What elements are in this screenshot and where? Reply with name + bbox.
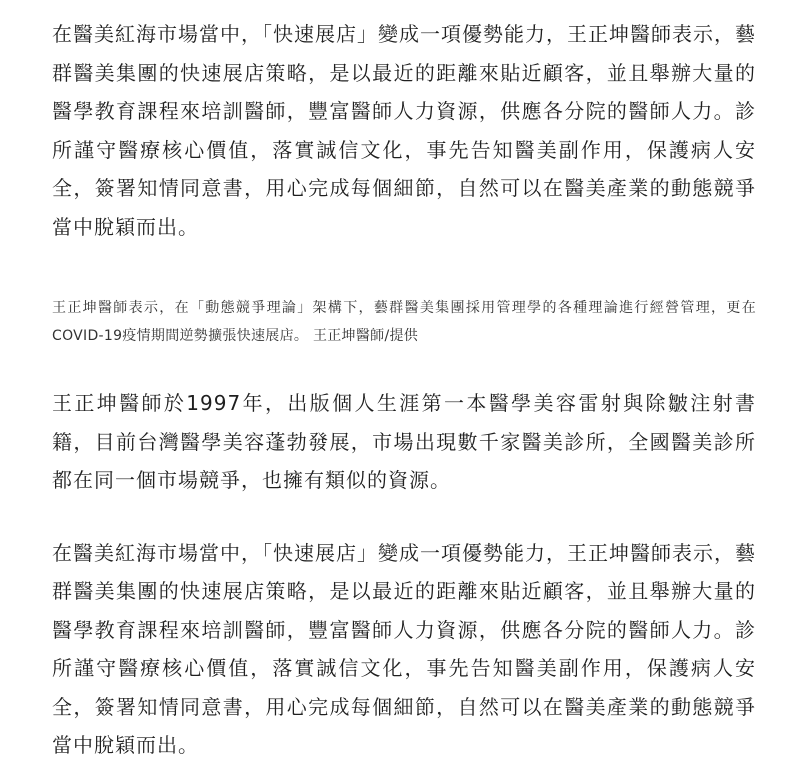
article-paragraph: 王正坤醫師於1997年，出版個人生涯第一本醫學美容雷射與除皺注射書籍，目前台灣醫學美容蓬勃發展，市場出現數千家醫美診所，全國醫美診所都在同一個市場競爭，也擁有類似的資源。 [52,391,756,492]
image-caption: 王正坤醫師表示，在「動態競爭理論」架構下，藝群醫美集團採用管理學的各種理論進行經營管理，更在COVID-19疫情期間逆勢擴張快速展店。 王正坤醫師/提供 [52,300,756,344]
article-paragraph: 在醫美紅海市場當中，「快速展店」變成一項優勢能力，王正坤醫師表示，藝群醫美集團的快速展店策略，是以最近的距離來貼近顧客，並且舉辦大量的醫學教育課程來培訓醫師，豐富醫師人力資源，供應各分院的醫師人力。診所謹守醫療核心價值，落實誠信文化，事先告知醫美副作用，保護病人安全，簽署知情同意書，用心完成每個細節，自然可以在醫美產業的動態競爭當中脫穎而出。 [52,540,756,757]
article-paragraph: 在醫美紅海市場當中，「快速展店」變成一項優勢能力，王正坤醫師表示，藝群醫美集團的快速展店策略，是以最近的距離來貼近顧客，並且舉辦大量的醫學教育課程來培訓醫師，豐富醫師人力資源，供應各分院的醫師人力。診所謹守醫療核心價值，落實誠信文化，事先告知醫美副作用，保護病人安全，簽署知情同意書，用心完成每個細節，自然可以在醫美產業的動態競爭當中脫穎而出。 [52,22,756,239]
article-body [52,0,756,765]
